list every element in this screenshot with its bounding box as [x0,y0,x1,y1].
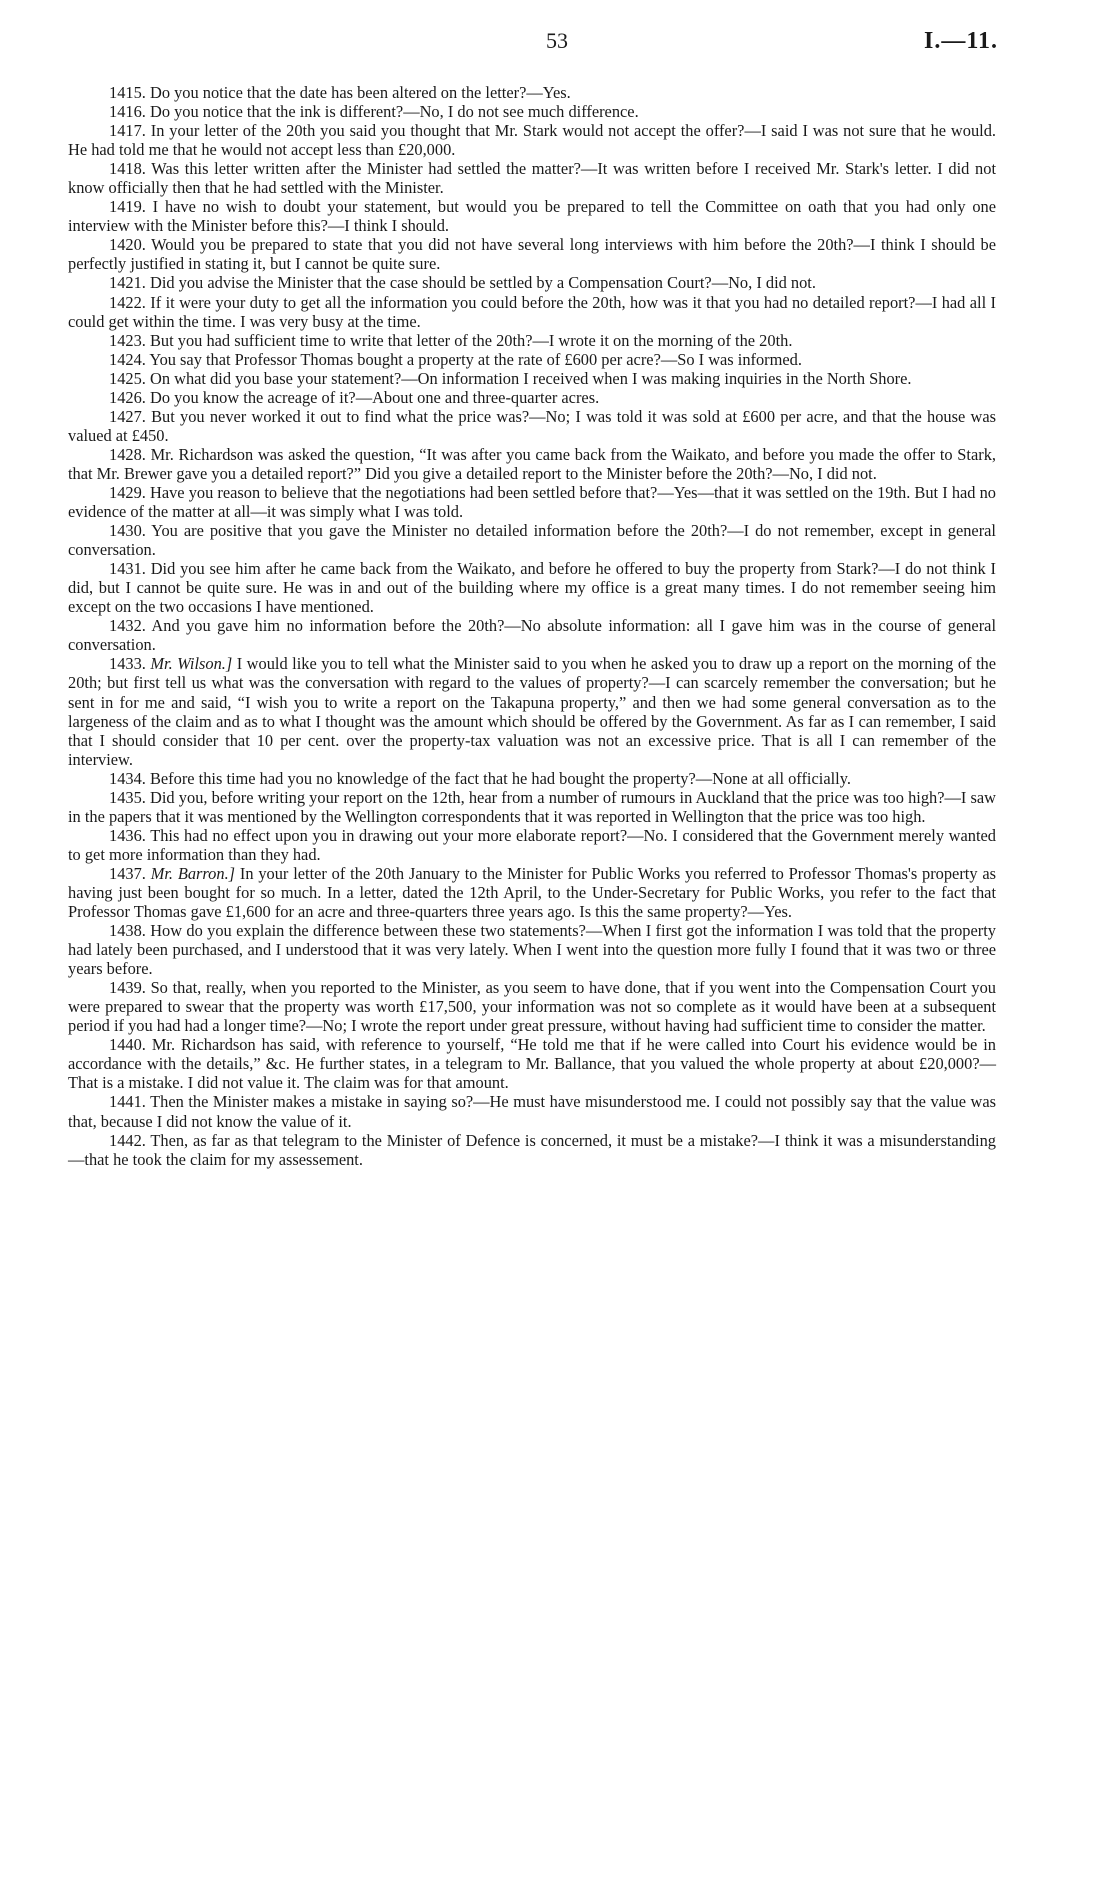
question-paragraph [68,654,996,768]
question-paragraph [68,273,996,292]
question-paragraph [68,1092,996,1130]
page-header [0,28,1114,62]
question-text: 1430. You are positive that you gave the Minister no detailed information before the 20th?—I do not remember, except in general conversation. [68,521,996,560]
question-paragraph [68,1035,996,1092]
question-paragraph [68,616,996,654]
question-paragraph [68,83,996,102]
question-text: 1420. Would you be prepared to state that you did not have several long interviews with him before the 20th?—I think I should be perfectly justified in stating it, but I cannot be quite sure. [68,235,996,274]
question-paragraph [68,921,996,978]
question-paragraph [68,331,996,350]
question-paragraph [68,978,996,1035]
question-paragraph [68,350,996,369]
question-paragraph [68,388,996,407]
question-text: 1438. How do you explain the difference between these two statements?—When I first got the information I was told that the property had lately been purchased, and I understood that it was very lately. When I went into the question more fully I found that it was two or three years before. [68,921,996,979]
question-text: 1425. On what did you base your statement?—On information I received when I was making inquiries in the North Shore. [109,368,912,388]
question-text: 1422. If it were your duty to get all the information you could before the 20th, how was it that you had no detailed report?—I had all I could get within the time. I was very busy at the time. [68,292,996,331]
question-number: 1433. [109,654,151,674]
question-paragraph [68,826,996,864]
question-paragraph [68,559,996,616]
question-paragraph [68,369,996,388]
speaker-name: Mr. Barron.] [150,863,236,883]
question-text: 1440. Mr. Richardson has said, with reference to yourself, “He told me that if he were called into Court his evidence would be in accordance with the details,” &c. He further states, in a telegram to Mr. Ballance, that you valued the whole property at about £20,000?—That is a mistake. I did not value it. The claim was for that amount. [68,1035,996,1093]
question-text: 1441. Then the Minister makes a mistake in saying so?—He must have misunderstood me. I could not possibly say that the value was that, because I did not know the value of it. [68,1092,996,1131]
question-text: I would like you to tell what the Minister said to you when he asked you to draw up a report on the morning of the 20th; but first tell us what was the conversation with regard to the values of property?—I can scarcely remember the conversation; but he sent in for me and said, “I wish you to write a report on the Takapuna property,” and then we had some general conversation as to the largeness of the claim and as to what I thought was the amount which should be offered by the Government. As far as I can remember, I said that I should consider that 10 per cent. over the property-tax valuation was not an excessive price. That is all I can remember of the interview. [68,654,996,769]
question-paragraph [68,102,996,121]
question-text: 1426. Do you know the acreage of it?—About one and three-quarter acres. [109,387,600,407]
question-text: 1418. Was this letter written after the Minister had settled the matter?—It was written before I received Mr. Stark's letter. I did not know officially then that he had settled with the Minister. [68,159,996,198]
question-text: 1423. But you had sufficient time to write that letter of the 20th?—I wrote it on the morning of the 20th. [109,330,793,350]
question-text: 1434. Before this time had you no knowledge of the fact that he had bought the property?—None at all officially. [109,768,851,788]
question-text: 1436. This had no effect upon you in drawing out your more elaborate report?—No. I considered that the Government merely wanted to get more information than they had. [68,825,996,864]
question-paragraph [68,159,996,197]
question-text: 1427. But you never worked it out to find what the price was?—No; I was told it was sold at £600 per acre, and that the house was valued at £450. [68,406,996,445]
question-text: 1428. Mr. Richardson was asked the question, “It was after you came back from the Waikato, and before you made the offer to Stark, that Mr. Brewer gave you a detailed report?” Did you give a detailed report to the Minister before the 20th?—No, I did not. [68,444,996,483]
question-text: 1439. So that, really, when you reported to the Minister, as you seem to have done, that if you went into the Compensation Court you were prepared to swear that the property was worth £17,500, your information was not so complete as it would have been at a subsequent period if you had had a longer time?—No; I wrote the report under great pressure, without having had sufficient time to consider the matter. [68,978,996,1036]
question-number: 1437. [109,863,151,883]
document-reference: I.—11. [923,28,998,54]
question-paragraph [68,293,996,331]
question-paragraph [68,1131,996,1169]
question-paragraph [68,235,996,273]
question-text: 1419. I have no wish to doubt your statement, but would you be prepared to tell the Committee on oath that you had only one interview with the Minister before this?—I think I should. [68,197,996,236]
question-text: 1424. You say that Professor Thomas bought a property at the rate of £600 per acre?—So I was informed. [109,349,802,369]
question-paragraph [68,445,996,483]
question-text: 1431. Did you see him after he came back from the Waikato, and before he offered to buy the property from Stark?—I do not think I did, but I cannot be quite sure. He was in and out of the building where my office is a great many times. I do not remember seeing him except on the two occasions I have mentioned. [68,559,996,617]
question-text: 1415. Do you notice that the date has been altered on the letter?—Yes. [109,83,571,102]
question-paragraph [68,197,996,235]
question-paragraph [68,788,996,826]
speaker-name: Mr. Wilson.] [150,654,233,674]
question-text: 1417. In your letter of the 20th you said you thought that Mr. Stark would not accept the offer?—I said I was not sure that he would. He had told me that he would not accept less than £20,000. [68,121,996,160]
question-paragraph [68,769,996,788]
question-paragraph [68,121,996,159]
evidence-body-text [68,83,996,1169]
question-text: 1442. Then, as far as that telegram to the Minister of Defence is concerned, it must be a mistake?—I think it was a misunderstanding—that he took the claim for my assessement. [68,1130,996,1169]
question-paragraph [68,407,996,445]
question-paragraph [68,521,996,559]
question-text: 1435. Did you, before writing your report on the 12th, hear from a number of rumours in Auckland that the price was too high?—I saw in the papers that it was mentioned by the Wellington correspondents that it was reported in Wellington that the price was too high. [68,787,996,826]
question-text: 1429. Have you reason to believe that the negotiations had been settled before that?—Yes—that it was settled on the 19th. But I had no evidence of the matter at all—it was simply what I was told. [68,482,996,522]
question-text: 1432. And you gave him no information before the 20th?—No absolute information: all I gave him was in the course of general conversation. [68,616,996,655]
question-text: 1421. Did you advise the Minister that the case should be settled by a Compensation Court?—No, I did not. [109,273,816,293]
question-paragraph [68,864,996,921]
page-number: 53 [546,28,568,53]
question-text: 1416. Do you notice that the ink is different?—No, I do not see much difference. [109,102,639,122]
question-paragraph [68,483,996,521]
question-text: In your letter of the 20th January to the Minister for Public Works you referred to Professor Thomas's property as having just been bought for so much. In a letter, dated the 12th April, to the Under-Secretary for Public Works, you refer to the fact that Professor Thomas gave £1,600 for an acre and three-quarters three years ago. Is this the same property?—Yes. [68,863,997,922]
